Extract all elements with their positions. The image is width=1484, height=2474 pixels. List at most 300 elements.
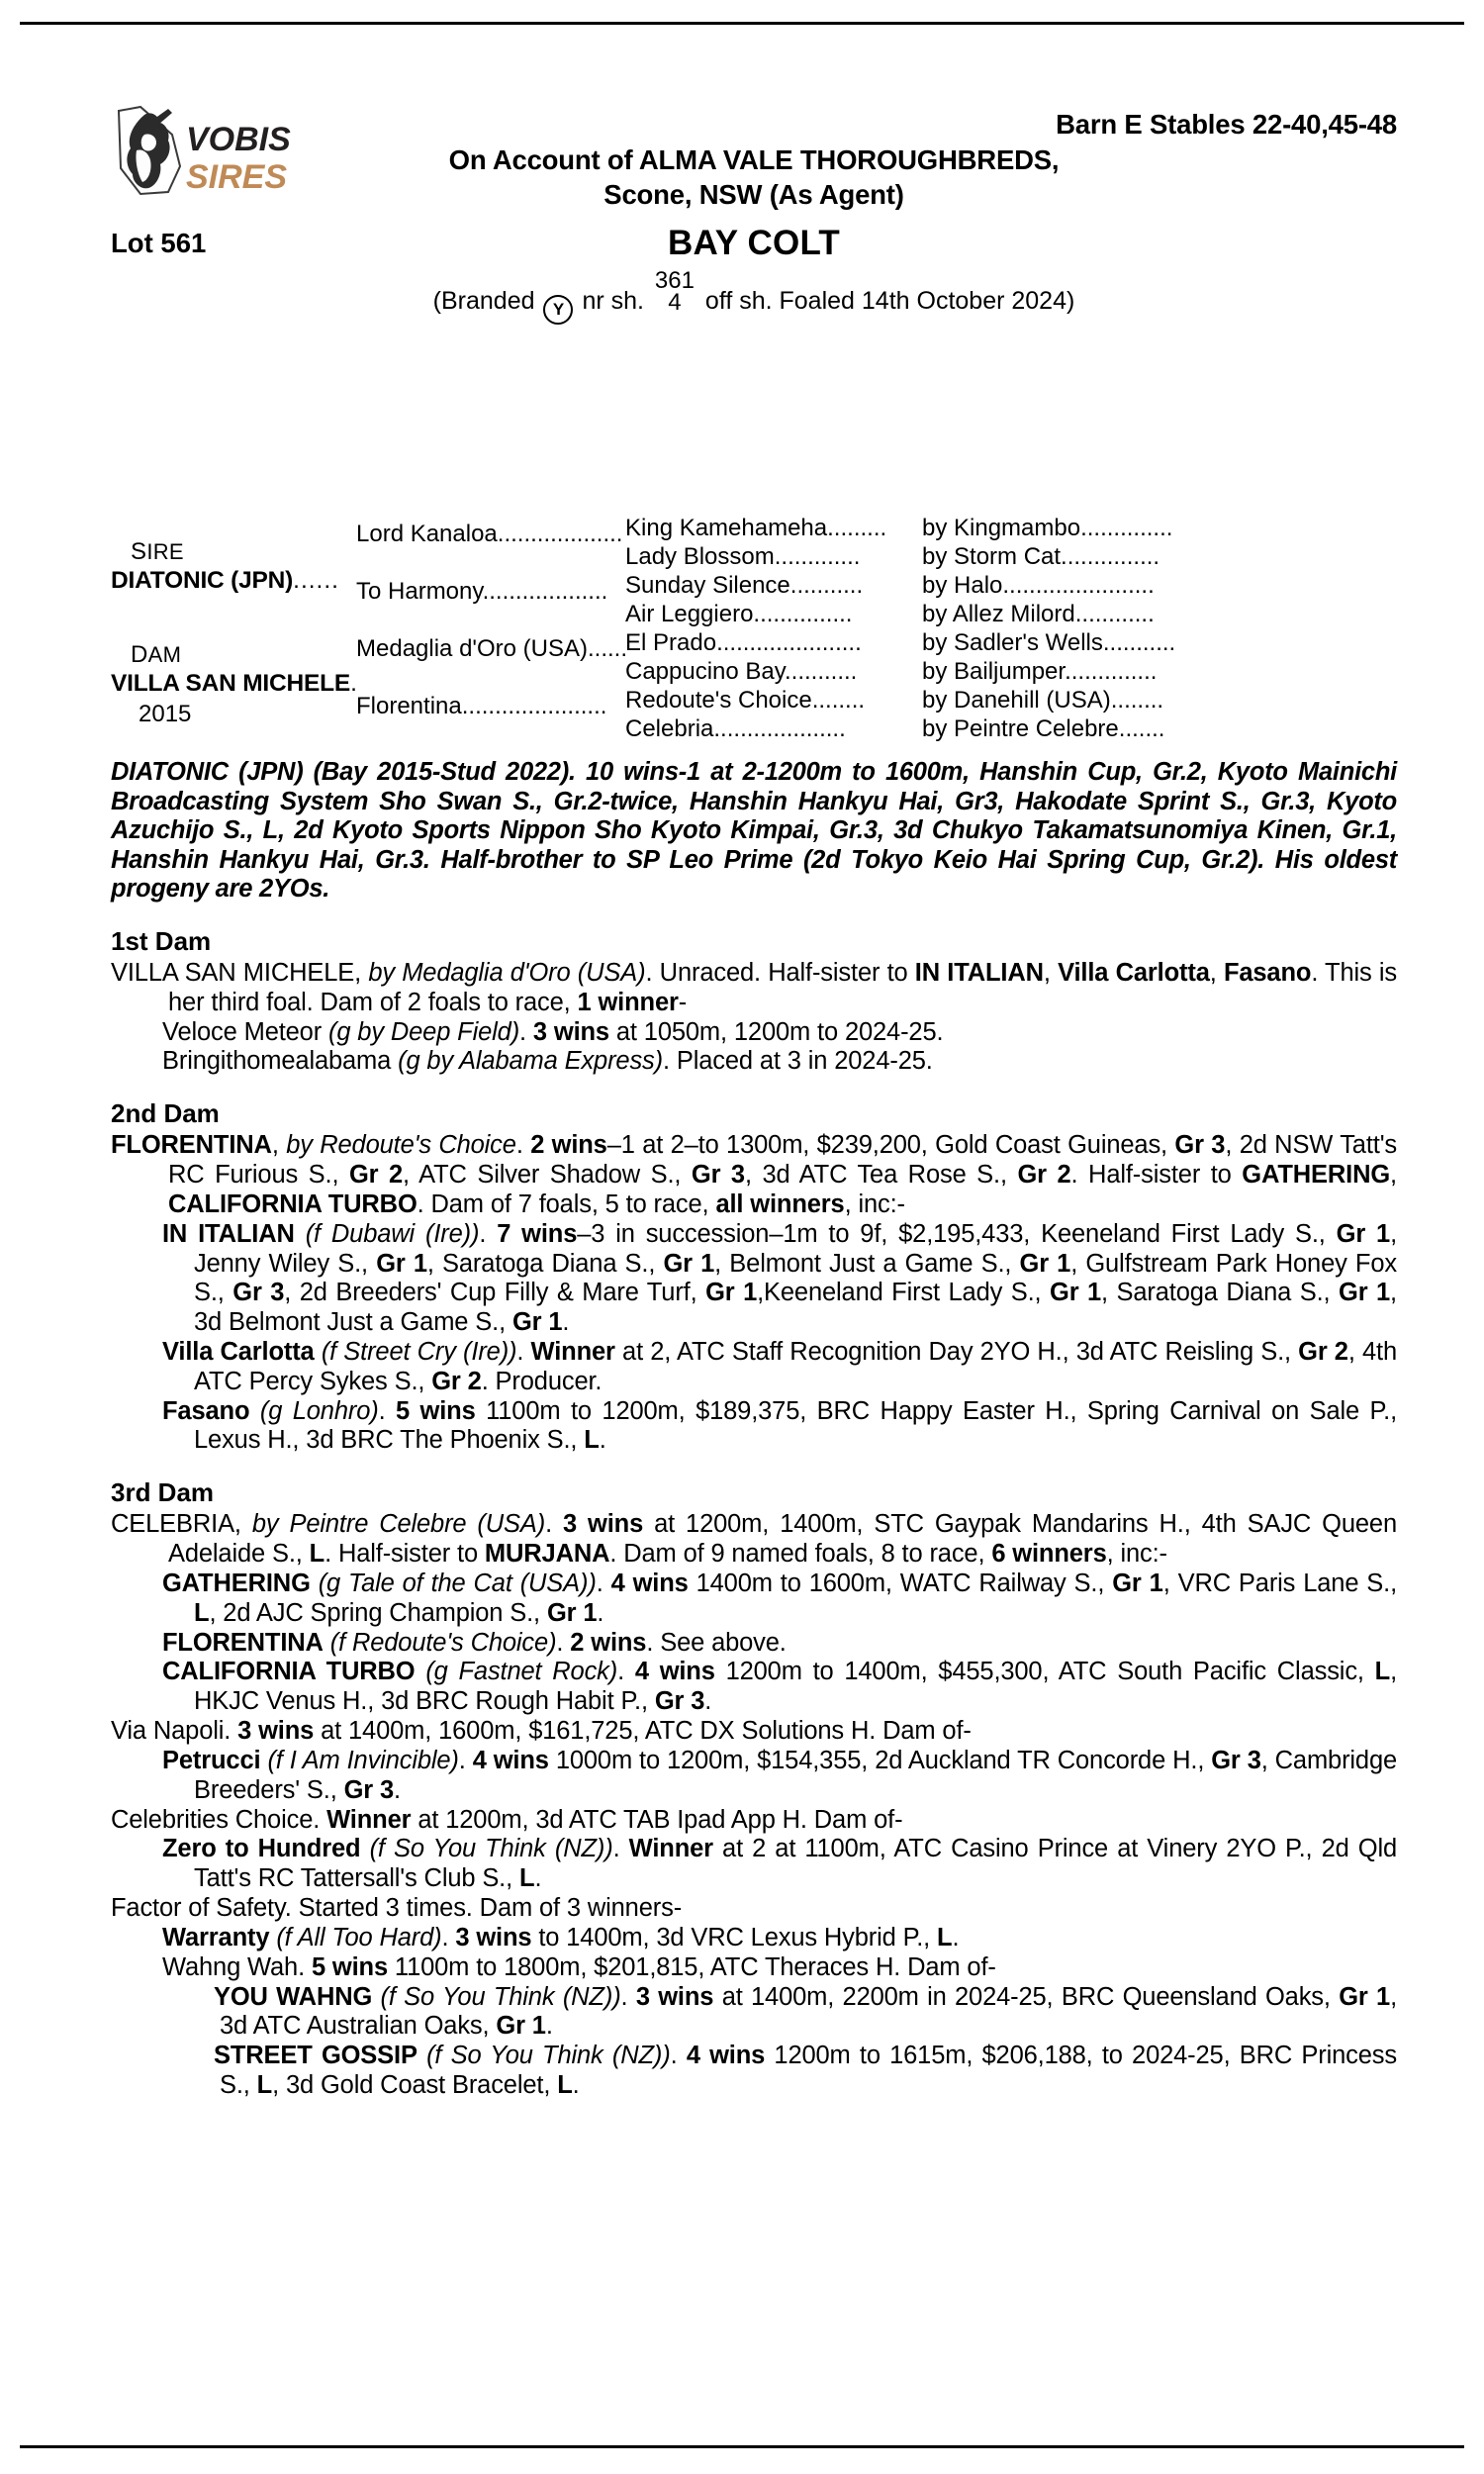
entry-text: 1100m to 1200m, $189,375, BRC Happy Easter H., Spring Carnival on Sale P., Lexus H., 3d BRC The Phoenix S., [194, 1396, 1398, 1455]
entry-italic-text: (f So You Think (NZ)) [380, 1982, 621, 2011]
dam-name-text: VILLA SAN MICHELE [111, 670, 351, 697]
branded-prefix: (Branded [432, 287, 535, 316]
entry-text: at 1050m, 1200m to 2024-25. [608, 1017, 944, 1046]
pedigree-entry [137, 1747, 1397, 1806]
entry-bold-text: FLORENTINA [111, 1131, 272, 1160]
entry-bold-text: L [194, 1598, 210, 1627]
entry-text: . [596, 1569, 611, 1597]
great-grandparent-sire [922, 515, 1387, 542]
ggp-by-dots: ............ [1074, 601, 1155, 627]
entry-italic-text: (g Lonhro) [259, 1396, 379, 1425]
entry-text: , Saratoga Diana S., [426, 1249, 664, 1278]
entry-text: - [678, 988, 688, 1016]
great-grandparent-sire [922, 715, 1387, 743]
entry-bold-text: Gr 3 [343, 1775, 395, 1804]
pedigree-entry [137, 1658, 1397, 1717]
entry-bold-text: 3 wins [532, 1017, 609, 1046]
grandparent-row [356, 521, 623, 548]
entry-text: 1100m to 1800m, $201,815, ATC Theraces H. Dam of- [388, 1952, 996, 1981]
entry-text: , [271, 1131, 287, 1160]
entry-text: , 3d Gold Coast Bracelet, [272, 2071, 558, 2100]
ggp-name-text: King Kamehameha [625, 515, 828, 541]
ggp-name-text: Sunday Silence [625, 572, 790, 599]
pedigree-column-grandparents [356, 515, 628, 744]
entry-text: . Half-sister to [1070, 1161, 1243, 1189]
ggp-by-text: by Kingmambo [922, 515, 1081, 541]
page-bottom-rule [20, 2445, 1464, 2448]
great-grandparent-name [625, 687, 922, 714]
entry-text: . [519, 1017, 533, 1046]
entry-bold-text: Petrucci [162, 1746, 261, 1774]
entry-bold-text: 3 wins [563, 1510, 644, 1539]
entry-text: . [378, 1396, 397, 1425]
entry-text: . [515, 1131, 531, 1160]
entry-bold-text: Gr 1 [1336, 1219, 1391, 1248]
entry-italic-text: (f I Am Invincible) [267, 1746, 459, 1774]
entry-text: , Belmont Just a Game S., [714, 1249, 1020, 1278]
entry-bold-text: Gr 1 [376, 1249, 427, 1278]
entry-text: . [516, 1338, 531, 1366]
entry-bold-text: Winner [530, 1338, 615, 1366]
entry-bold-text: Gr 3 [1174, 1131, 1226, 1160]
branding-details [111, 267, 1397, 325]
entry-text: ,Keeneland First Lady S., [757, 1279, 1051, 1307]
entry-text: , 2d NSW Tatt's RC Furious S., [168, 1131, 1398, 1189]
dam-section-heading: 1st Dam [111, 925, 212, 956]
entry-text: CELEBRIA, [111, 1510, 252, 1539]
entry-italic-text: (f Street Cry (Ire)) [321, 1338, 517, 1366]
entry-bold-text: STREET GOSSIP [214, 2042, 417, 2070]
entry-text: . Unraced. Half-sister to [645, 958, 915, 987]
ggp-name-text: Air Leggiero [625, 601, 754, 627]
entry-bold-text: MURJANA [484, 1540, 610, 1569]
entry-text: at 1200m, 3d ATC TAB Ipad App H. Dam of- [411, 1805, 903, 1834]
entry-text: at 1400m, 2200m in 2024-25, BRC Queensland Oaks, [713, 1982, 1340, 2011]
ggp-by-dots: ........ [1110, 687, 1164, 714]
ggp-by-dots: ....... [1118, 715, 1165, 742]
entry-bold-text: Gr 3 [1211, 1746, 1261, 1774]
entry-text: . [479, 1219, 498, 1248]
entry-text: , [1390, 1161, 1397, 1189]
entry-bold-text: Gr 1 [1019, 1249, 1071, 1278]
entry-text: . [562, 1308, 570, 1337]
entry-italic-text: by Peintre Celebre (USA) [251, 1510, 546, 1539]
entry-text: –3 in succession–1m to 9f, $2,195,433, Keeneland First Lady S., [577, 1219, 1337, 1248]
sire-label: SIRE [131, 538, 184, 565]
entry-bold-text: 3 wins [237, 1717, 315, 1746]
great-grandparent-name [625, 543, 922, 571]
entry-text: . [617, 1658, 635, 1686]
grandparent-dots: ................... [497, 521, 623, 547]
ggp-name-text: Cappucino Bay [625, 658, 785, 685]
entry-bold-text: Gr 2 [348, 1161, 404, 1189]
entry-bold-text: YOU WAHNG [214, 1982, 373, 2011]
ggp-name-text: El Prado [625, 629, 717, 656]
entry-text: . [534, 1864, 542, 1893]
great-grandparent-row [625, 629, 1397, 658]
entry-text: . [952, 1923, 960, 1951]
entry-italic-text: (g Tale of the Cat (USA)) [318, 1569, 597, 1597]
entry-text [360, 1835, 369, 1862]
entry-italic-text: (g by Deep Field) [328, 1017, 520, 1046]
entry-italic-text: (f So You Think (NZ)) [426, 2042, 671, 2070]
entry-text [315, 1338, 322, 1366]
barn-stables-label: Barn E Stables 22-40,45-48 [1056, 109, 1397, 140]
ggp-by-dots: ............... [1061, 543, 1160, 570]
ggp-name-text: Redoute's Choice [625, 687, 812, 714]
ggp-name-dots: ...................... [716, 629, 862, 656]
entry-text: , 2d Breeders' Cup Filly & Mare Turf, [284, 1279, 706, 1307]
entry-text: . Half-sister to [325, 1540, 485, 1569]
entry-text: , [1043, 958, 1059, 987]
pedigree-column-parents [111, 515, 373, 744]
entry-bold-text: 4 wins [610, 1569, 689, 1597]
entry-bold-text: IN ITALIAN [162, 1219, 295, 1248]
entry-text: Veloce Meteor [162, 1017, 328, 1046]
entry-text: Wahng Wah. [162, 1952, 312, 1981]
entry-text: Factor of Safety. Started 3 times. Dam of 3 winners- [111, 1894, 683, 1923]
pedigree-entry [137, 1835, 1397, 1894]
entry-text: . [545, 2012, 553, 2041]
ggp-by-dots: ........... [1102, 629, 1176, 656]
entry-text: , inc:- [844, 1189, 905, 1218]
entry-text: , 3d Belmont Just a Game S., [194, 1279, 1397, 1337]
entry-bold-text: L [256, 2071, 273, 2100]
lot-number: Lot 561 [111, 228, 207, 258]
entry-italic-text: (g Fastnet Rock) [425, 1658, 618, 1686]
entry-bold-text: Gr 1 [511, 1308, 563, 1337]
entry-text: . [556, 1628, 571, 1657]
entry-bold-text: 4 wins [634, 1658, 715, 1686]
brand-number-fraction [654, 267, 695, 317]
brand-denominator: 4 [668, 289, 682, 317]
page-header [111, 77, 1397, 320]
entry-text: at 1200m, 1400m, STC Gaypak Mandarins H., 4th SAJC Queen Adelaide S., [168, 1510, 1397, 1569]
entry-bold-text: Gr 1 [663, 1249, 715, 1278]
great-grandparent-sire [922, 543, 1387, 571]
page-title: BAY COLT [667, 224, 841, 262]
grandparent-name: Medaglia d'Oro (USA) [356, 635, 588, 662]
entry-bold-text: Winner [628, 1835, 713, 1863]
pedigree-column-great-grandparents [625, 515, 1397, 744]
great-grandparent-sire [922, 629, 1387, 657]
entry-text: . [704, 1687, 712, 1716]
ggp-name-dots: ............... [753, 601, 853, 627]
entry-text: , Saratoga Diana S., [1101, 1279, 1340, 1307]
ggp-by-text: by Peintre Celebre [922, 715, 1119, 742]
great-grandparent-name [625, 715, 922, 743]
entry-text: to 1400m, 3d VRC Lexus Hybrid P., [531, 1923, 938, 1951]
entry-text: . Producer. [481, 1367, 603, 1395]
branded-suffix: off sh. Foaled 14th October 2024) [704, 287, 1075, 316]
entry-bold-text: L [937, 1923, 953, 1951]
entry-text: . [599, 1426, 606, 1455]
entry-text: . [572, 2071, 580, 2100]
grandparent-name: Florentina [356, 693, 462, 719]
ggp-by-text: by Storm Cat [922, 543, 1062, 570]
entry-text: . [441, 1923, 456, 1951]
entry-bold-text: 1 winner [577, 988, 679, 1016]
entry-italic-text: (f All Too Hard) [276, 1923, 442, 1951]
entry-text: , inc:- [1106, 1540, 1167, 1569]
entry-text [417, 2042, 426, 2069]
pedigree-table [111, 515, 1397, 744]
entry-bold-text: 2 wins [570, 1628, 647, 1657]
pedigree-entry [111, 1717, 1397, 1747]
entry-text: Celebrities Choice. [111, 1805, 327, 1834]
entry-bold-text: L [309, 1540, 325, 1569]
entry-text [295, 1220, 306, 1248]
dam-name-dots: . [350, 670, 358, 697]
entry-text: . [597, 1598, 604, 1627]
entry-bold-text: 3 wins [635, 1982, 714, 2011]
entry-text: , Gulfstream Park Honey Fox S., [194, 1249, 1397, 1307]
entry-text: . Dam of 7 foals, 5 to race, [417, 1189, 716, 1218]
grandparent-dots: ...... [588, 635, 628, 662]
ggp-by-dots: .............. [1080, 515, 1173, 541]
entry-bold-text: 3 wins [455, 1923, 532, 1951]
dam-section-heading: 2nd Dam [111, 1098, 220, 1129]
entry-bold-text: Gr 3 [654, 1687, 705, 1716]
ggp-by-text: by Halo [922, 572, 1003, 599]
great-grandparent-sire [922, 601, 1387, 628]
entry-text: at 2, ATC Staff Recognition Day 2YO H., 3d ATC Reisling S., [614, 1338, 1299, 1366]
entry-text: , 3d ATC Australian Oaks, [220, 1982, 1397, 2041]
entry-bold-text: Gr 1 [1339, 1279, 1391, 1307]
entry-bold-text: CALIFORNIA TURBO [162, 1658, 416, 1686]
great-grandparent-name [625, 658, 922, 686]
sire-name [111, 567, 339, 595]
entry-text: , HKJC Venus H., 3d BRC Rough Habit P., [194, 1658, 1398, 1716]
pedigree-entry [137, 1018, 1397, 1048]
entry-bold-text: 6 winners [991, 1540, 1107, 1569]
entry-text: . [612, 1835, 629, 1863]
pedigree-entry [137, 1924, 1397, 1953]
ggp-name-dots: ........... [785, 658, 858, 685]
great-grandparent-name [625, 515, 922, 542]
pedigree-entry [137, 1220, 1397, 1338]
entry-text: . [545, 1510, 564, 1539]
grandparent-row [356, 635, 628, 663]
great-grandparent-row [625, 715, 1397, 744]
pedigree-entry [111, 1131, 1397, 1219]
pedigree-entry [111, 1806, 1397, 1836]
great-grandparent-row [625, 601, 1397, 629]
pedigree-entry [162, 2042, 1397, 2101]
entry-bold-text: 7 wins [497, 1219, 578, 1248]
dam-foaling-year: 2015 [139, 701, 192, 727]
entry-bold-text: Gr 1 [496, 2012, 546, 2041]
ggp-by-dots: .............. [1065, 658, 1158, 685]
sire-name-dots: ...... [293, 567, 339, 594]
entry-text: , [1209, 958, 1224, 987]
ggp-by-text: by Allez Milord [922, 601, 1075, 627]
pedigree-entry [111, 1510, 1397, 1570]
entry-bold-text: Fasano [1223, 958, 1312, 987]
page-top-rule [20, 22, 1464, 25]
entry-bold-text: Gr 2 [1017, 1161, 1071, 1189]
great-grandparent-name [625, 629, 922, 657]
entry-bold-text: L [519, 1864, 535, 1893]
entry-text: , VRC Paris Lane S., [1162, 1569, 1398, 1597]
great-grandparent-row [625, 687, 1397, 715]
entry-bold-text: Gr 2 [431, 1367, 482, 1395]
entry-bold-text: GATHERING [1242, 1161, 1391, 1189]
entry-text [311, 1570, 319, 1597]
ggp-name-dots: .................... [713, 715, 846, 742]
entry-text: . This is her third foal. Dam of 2 foals to race, [168, 958, 1397, 1016]
entry-text: , Cambridge Breeders' S., [194, 1746, 1398, 1804]
ggp-name-text: Celebria [625, 715, 714, 742]
entry-bold-text: all winners [715, 1189, 845, 1218]
great-grandparent-sire [922, 658, 1387, 686]
pedigree-entry [162, 1983, 1397, 2043]
vendor-line-1: On Account of ALMA VALE THOROUGHBREDS, [448, 144, 1060, 175]
grandparent-dots: ...................... [461, 693, 607, 719]
pedigree-entry [111, 959, 1397, 1018]
entry-bold-text: CALIFORNIA TURBO [168, 1189, 417, 1218]
vendor-account-block [111, 143, 1397, 212]
ggp-by-text: by Bailjumper [922, 658, 1066, 685]
entry-text: at 2 at 1100m, ATC Casino Prince at Vinery 2YO P., 2d Qld Tatt's RC Tattersall's Club S., [194, 1835, 1397, 1893]
ggp-by-dots: ....................... [1002, 572, 1155, 599]
grandparent-name: Lord Kanaloa [356, 521, 498, 547]
entry-bold-text: Gr 3 [691, 1161, 745, 1189]
entry-text: , 2d AJC Spring Champion S., [209, 1598, 547, 1627]
entry-text: . Dam of 9 named foals, 8 to race, [609, 1540, 992, 1569]
great-grandparent-sire [922, 687, 1387, 714]
entry-bold-text: Gr 1 [1112, 1569, 1163, 1597]
entry-bold-text: 4 wins [686, 2042, 766, 2070]
ggp-name-text: Lady Blossom [625, 543, 775, 570]
entry-bold-text: Villa Carlotta [162, 1338, 315, 1366]
entry-bold-text: 4 wins [472, 1746, 549, 1774]
pedigree-entry [111, 1894, 1397, 1924]
logo-wordmark-sires: SIRES [186, 158, 288, 196]
entry-bold-text: Gr 2 [1298, 1338, 1348, 1366]
entry-text: . See above. [646, 1628, 787, 1657]
entry-text [324, 1629, 330, 1657]
logo-wordmark-vobis: VOBIS [186, 121, 291, 158]
entry-text: , Jenny Wiley S., [194, 1219, 1398, 1278]
entry-italic-text: (g by Alabama Express) [398, 1047, 663, 1076]
grandparent-row [356, 578, 611, 606]
entry-bold-text: Warranty [162, 1923, 270, 1951]
brand-numerator: 361 [654, 267, 695, 294]
pedigree-entry [137, 1953, 1397, 1983]
great-grandparent-row [625, 658, 1397, 687]
pedigree-entry [137, 1397, 1397, 1457]
entry-text: at 1400m, 1600m, $161,725, ATC DX Solutions H. Dam of- [314, 1717, 972, 1746]
entry-bold-text: GATHERING [162, 1569, 311, 1597]
grandparent-name: To Harmony [356, 578, 483, 605]
great-grandparent-row [625, 543, 1397, 572]
ggp-by-text: by Sadler's Wells [922, 629, 1103, 656]
dam-sections [111, 926, 1397, 2101]
dam-label: DAM [131, 641, 182, 668]
entry-bold-text: Gr 1 [1050, 1279, 1102, 1307]
entry-italic-text: by Redoute's Choice [286, 1131, 516, 1160]
pedigree-entry [137, 1629, 1397, 1659]
entry-italic-text: (f Redoute's Choice) [329, 1628, 557, 1657]
page-content [111, 77, 1397, 2101]
entry-bold-text: 5 wins [311, 1952, 388, 1981]
entry-bold-text: Gr 1 [546, 1598, 598, 1627]
entry-text: 1000m to 1200m, $154,355, 2d Auckland TR Concorde H., [548, 1746, 1212, 1774]
entry-italic-text: by Medaglia d'Oro (USA) [368, 958, 646, 987]
entry-text: 1200m to 1400m, $455,300, ATC South Pacific Classic, [714, 1658, 1375, 1686]
entry-bold-text: Villa Carlotta [1058, 958, 1210, 987]
ggp-name-dots: ......... [827, 515, 887, 541]
ggp-name-dots: ........... [789, 572, 864, 599]
entry-text [249, 1397, 260, 1425]
entry-text: , 3d ATC Tea Rose S., [744, 1161, 1018, 1189]
entry-bold-text: FLORENTINA [162, 1628, 324, 1657]
entry-text: –1 at 2–to 1300m, $239,200, Gold Coast Guineas, [606, 1131, 1175, 1160]
entry-bold-text: Winner [326, 1805, 412, 1834]
brand-symbol-icon: Y [543, 295, 573, 325]
entry-bold-text: Fasano [162, 1396, 250, 1425]
great-grandparent-row [625, 515, 1397, 543]
entry-bold-text: L [1374, 1658, 1391, 1686]
entry-text: Via Napoli. [111, 1717, 238, 1746]
entry-bold-text: Gr 3 [232, 1279, 285, 1307]
entry-text: , 4th ATC Percy Sykes S., [194, 1338, 1397, 1395]
entry-bold-text: 2 wins [530, 1131, 607, 1160]
entry-bold-text: Gr 1 [1339, 1982, 1391, 2011]
entry-text: . [394, 1775, 401, 1804]
entry-text [372, 1983, 380, 2011]
entry-text: . [670, 2042, 687, 2070]
pedigree-entry [137, 1047, 1397, 1077]
entry-italic-text: (f So You Think (NZ)) [369, 1835, 613, 1863]
pedigree-entry [137, 1570, 1397, 1629]
entry-italic-text: (f Dubawi (Ire)) [305, 1219, 480, 1248]
entry-text: . Placed at 3 in 2024-25. [663, 1047, 933, 1076]
ggp-name-dots: ............. [774, 543, 861, 570]
entry-text [416, 1658, 426, 1685]
entry-bold-text: Zero to Hundred [162, 1835, 361, 1863]
sire-name-text: DIATONIC (JPN) [111, 567, 294, 594]
entry-text: 1400m to 1600m, WATC Railway S., [688, 1569, 1113, 1597]
grandparent-dots: ................... [482, 578, 608, 605]
entry-bold-text: Gr 1 [705, 1279, 758, 1307]
entry-text: 1200m to 1615m, $206,188, to 2024-25, BRC Princess S., [220, 2042, 1397, 2100]
entry-text: , ATC Silver Shadow S., [403, 1161, 692, 1189]
sire-performance-summary: DIATONIC (JPN) (Bay 2015-Stud 2022). 10 wins-1 at 2-1200m to 1600m, Hanshin Cup, Gr.2, Kyoto Mainichi Broadcasting System Sho Swan S., Gr.2-twice, Hanshin Hankyu Hai, Gr3, Hakodate Sprint S., Gr.3, Kyoto Azuchijo S., L, 2d Kyoto Sports Nippon Sho Kyoto Kimpai, Gr.3, 3d Chukyo Takamatsunomiya Kinen, Gr.1, Hanshin Hankyu Hai, Gr.3. Half-brother to SP Leo Prime (2d Tokyo Keio Hai Spring Cup, Gr.2). His oldest progeny are 2YOs. [111, 758, 1397, 904]
entry-text: VILLA SAN MICHELE, [111, 958, 369, 987]
ggp-by-text: by Danehill (USA) [922, 687, 1111, 714]
pedigree-entry [137, 1338, 1397, 1397]
entry-bold-text: IN ITALIAN [914, 958, 1044, 987]
entry-bold-text: L [584, 1426, 600, 1455]
great-grandparent-name [625, 572, 922, 600]
ggp-name-dots: ........ [811, 687, 866, 714]
vendor-line-2: Scone, NSW (As Agent) [603, 179, 904, 210]
great-grandparent-row [625, 572, 1397, 601]
great-grandparent-sire [922, 572, 1387, 600]
dam-name [111, 670, 358, 698]
grandparent-row [356, 693, 611, 720]
entry-text: . [458, 1746, 473, 1774]
entry-text: . [620, 1982, 636, 2011]
branded-near-side: nr sh. [582, 287, 644, 316]
great-grandparent-name [625, 601, 922, 628]
entry-bold-text: L [557, 2071, 573, 2100]
entry-bold-text: 5 wins [396, 1396, 476, 1425]
lot-title-row [111, 224, 1397, 269]
entry-text: Bringithomealabama [162, 1047, 399, 1076]
